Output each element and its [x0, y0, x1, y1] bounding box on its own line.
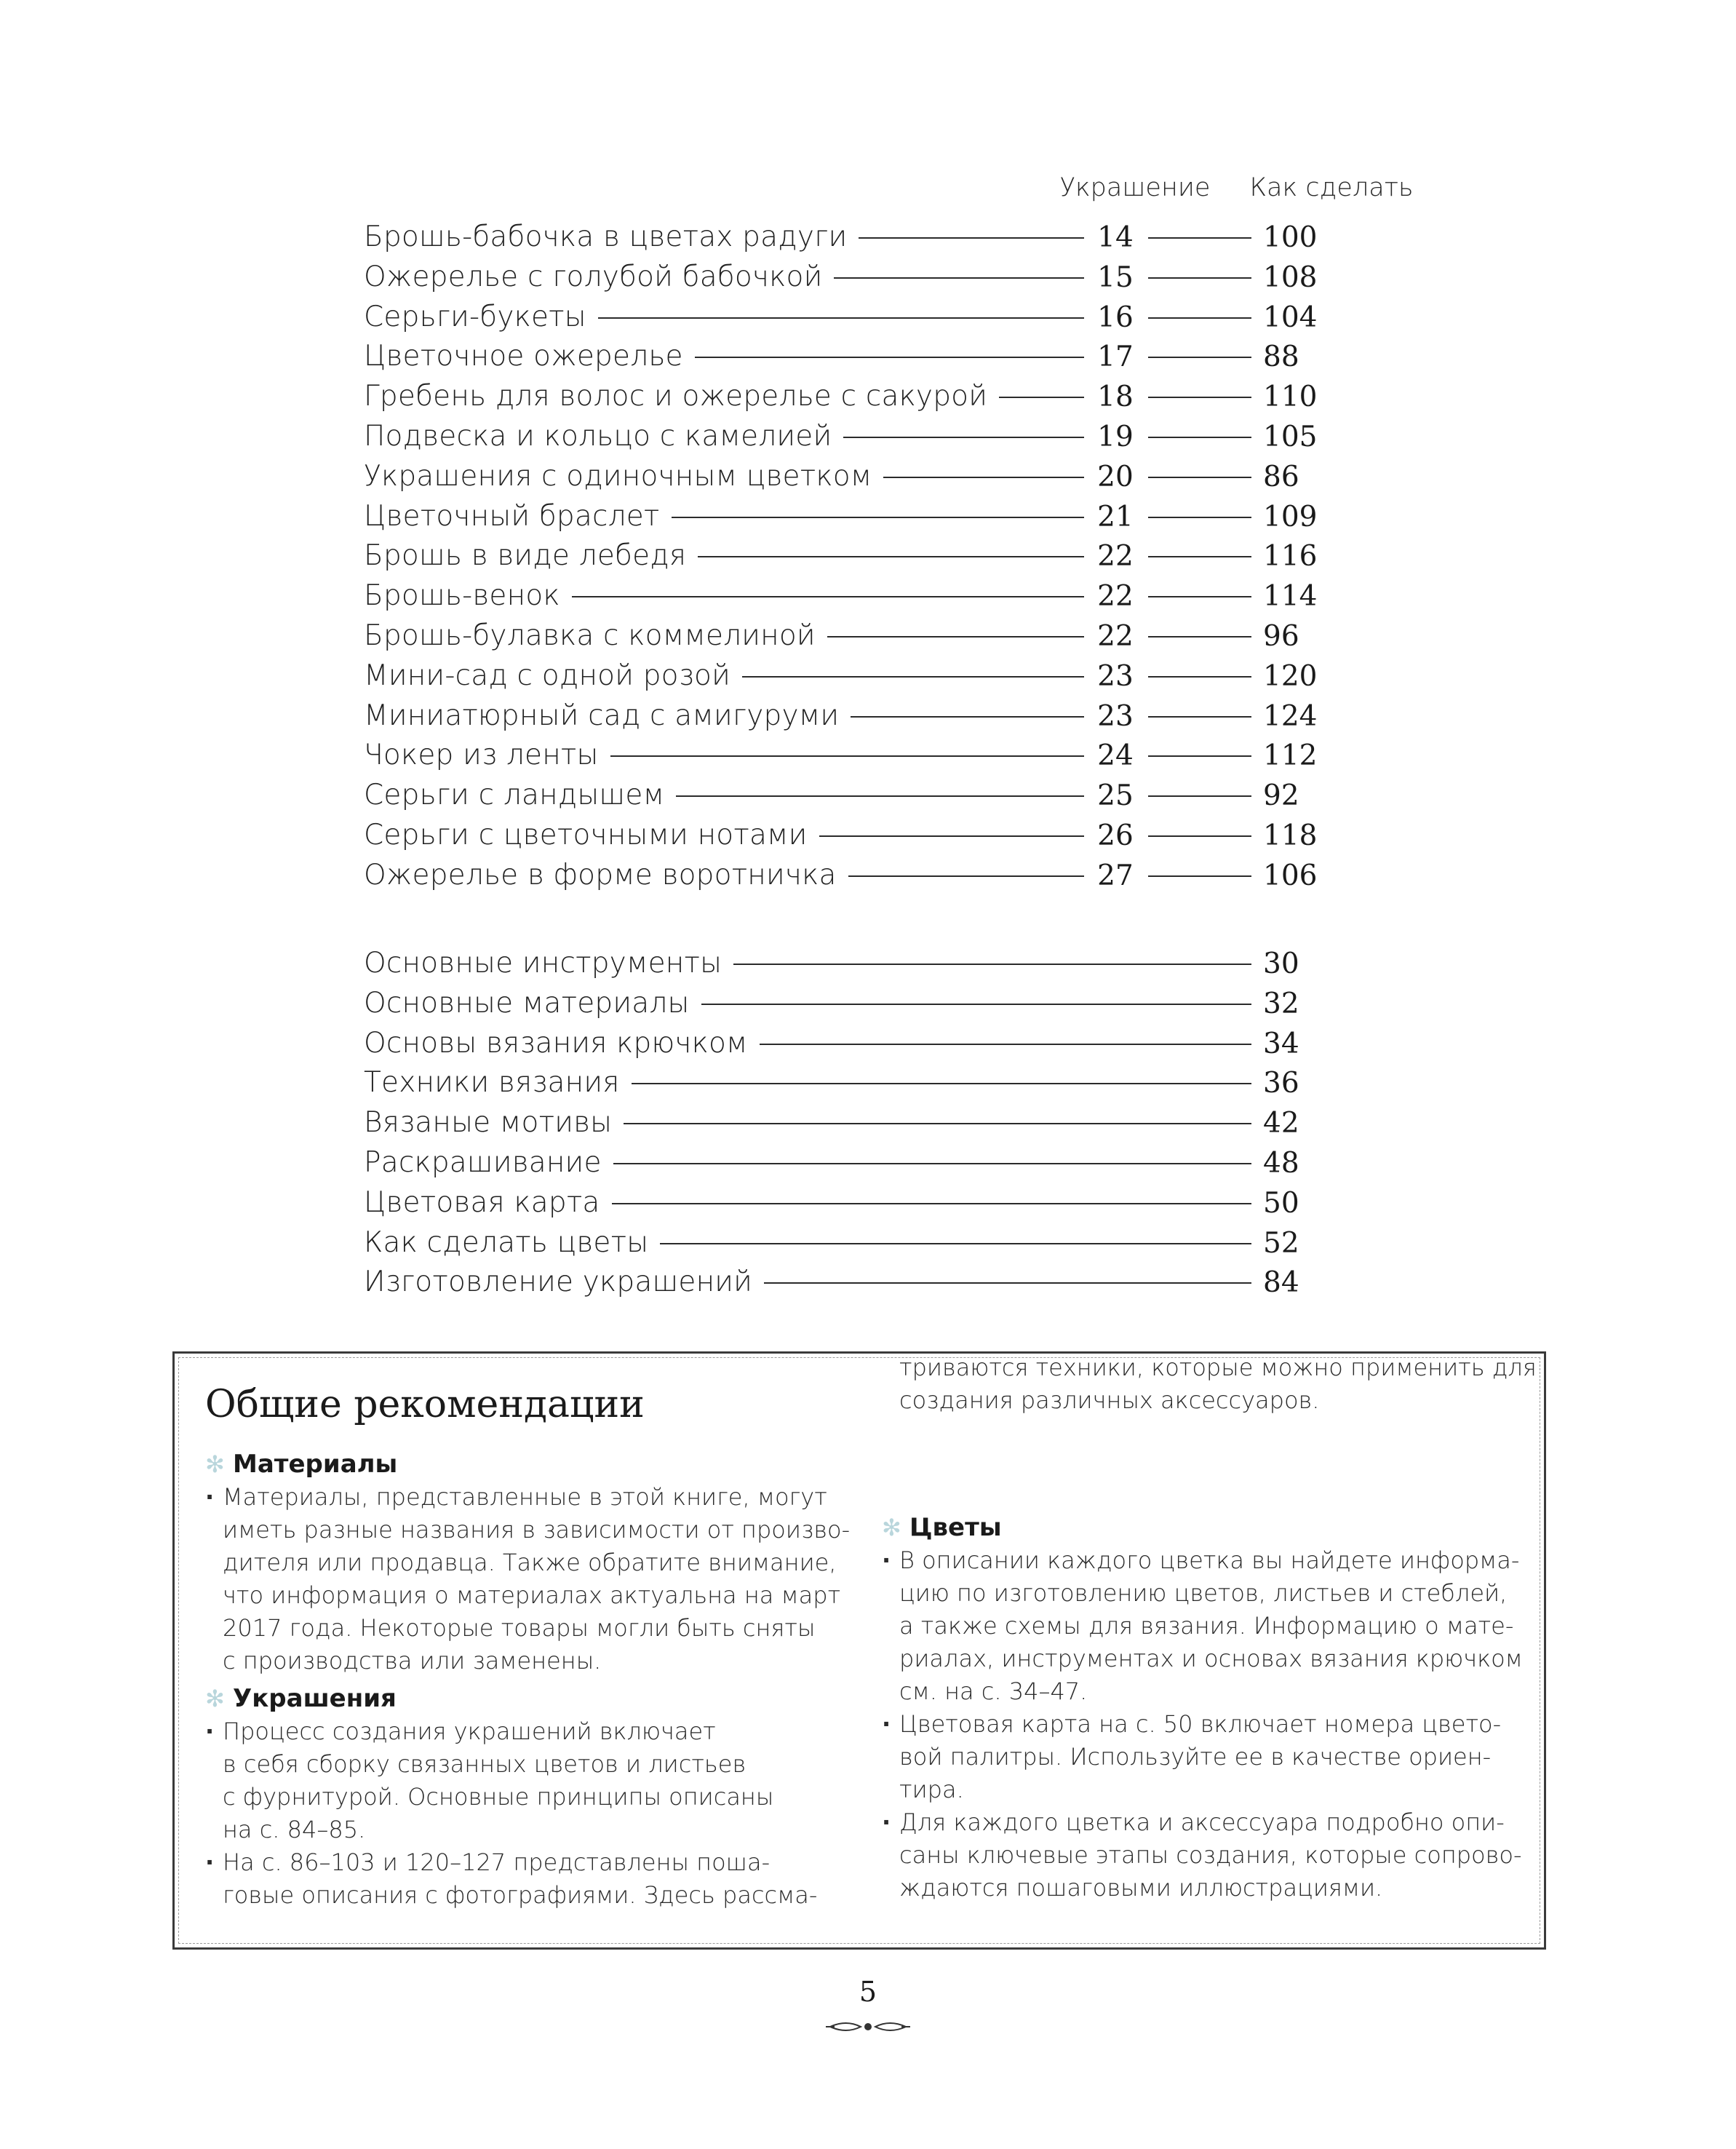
toc-entry-title: Брошь в виде лебедя — [364, 539, 687, 573]
toc-how-to-page: 88 — [1263, 341, 1299, 374]
paragraph-text: вой палитры. Используйте ее в качестве ориен- — [899, 1743, 1492, 1771]
paragraph-text: тира. — [899, 1776, 964, 1803]
paragraph-text: на с. 84–85. — [223, 1816, 366, 1843]
snowflake-icon: ✻ — [882, 1514, 901, 1541]
toc-entry — [364, 656, 1382, 696]
toc-leader-line — [819, 835, 1084, 837]
toc-leader-line — [1148, 517, 1251, 518]
paragraph-text: с фурнитурой. Основные принципы описаны — [223, 1783, 774, 1811]
toc-leader-line — [672, 517, 1084, 518]
snowflake-icon: ✻ — [205, 1450, 225, 1478]
paragraph-line — [205, 1481, 827, 1514]
toc-entry-title: Вязаные мотивы — [364, 1106, 613, 1140]
toc-entry — [364, 1023, 1382, 1063]
toc-leader-line — [1148, 317, 1251, 319]
toc-leader-line — [610, 755, 1084, 757]
paragraph-text: с производства или заменены. — [223, 1647, 602, 1675]
paragraph-line — [882, 1610, 1513, 1642]
toc-decoration-page: 24 — [1097, 739, 1134, 773]
toc-decoration-page: 22 — [1097, 540, 1134, 573]
bullet-glyph: · — [882, 1546, 891, 1574]
toc-entry — [364, 336, 1382, 376]
toc-page: 32 — [1263, 987, 1299, 1020]
paragraph-text: дителя или продавца. Также обратите внимание, — [223, 1549, 837, 1576]
toc-how-to-page: 120 — [1263, 659, 1318, 693]
bullet-glyph: · — [882, 1808, 891, 1836]
toc-how-to-page: 100 — [1263, 221, 1318, 254]
toc-how-to-page: 109 — [1263, 500, 1318, 533]
toc-entry-title: Подвеска и кольцо с камелией — [364, 420, 832, 453]
toc-entry-title: Цветовая карта — [364, 1185, 600, 1219]
toc-decoration-page: 16 — [1097, 301, 1134, 334]
toc-entry-title: Брошь-булавка с коммелиной — [364, 619, 816, 652]
recommendations-title: Общие рекомендации — [205, 1383, 645, 1426]
toc-leader-line — [843, 437, 1084, 438]
paragraph-line — [205, 1814, 365, 1846]
toc-leader-line — [883, 477, 1084, 478]
toc-header-how-to: Как сделать — [1249, 173, 1414, 202]
toc-leader-line — [760, 1044, 1251, 1045]
page-number: 5 — [859, 1976, 877, 2008]
toc-entry-title: Брошь-бабочка в цветах радуги — [364, 221, 848, 253]
toc-leader-line — [613, 1163, 1251, 1164]
toc-entry — [364, 536, 1382, 576]
toc-entry — [364, 297, 1382, 337]
paragraph-line — [882, 1384, 1319, 1417]
toc-decoration-page: 15 — [1097, 261, 1134, 294]
materials-heading: ✻ Материалы — [205, 1448, 397, 1481]
toc-leader-line — [1148, 596, 1251, 597]
toc-entry-title: Цветочное ожерелье — [364, 340, 683, 373]
toc-entry-title: Основные материалы — [364, 986, 690, 1020]
toc-decoration-page: 17 — [1097, 341, 1134, 374]
toc-how-to-page: 86 — [1263, 460, 1299, 493]
paragraph-text: ждаются пошаговыми иллюстрациями. — [899, 1874, 1383, 1902]
recommendations-right-column — [882, 1354, 1537, 1950]
toc-leader-line — [834, 277, 1084, 279]
paragraph-line — [882, 1741, 1491, 1773]
toc-leader-line — [1148, 357, 1251, 358]
toc-decoration-page: 22 — [1097, 620, 1134, 653]
toc-decoration-page: 23 — [1097, 699, 1134, 733]
toc-leader-line — [1148, 835, 1251, 837]
bullet-glyph: · — [882, 1710, 891, 1738]
paragraph-text: говые описания с фотографиями. Здесь рассма- — [223, 1881, 818, 1909]
toc-leader-line — [1148, 676, 1251, 678]
toc-entry — [364, 376, 1382, 416]
paragraph-line — [205, 1846, 770, 1879]
bullet-glyph: · — [205, 1483, 215, 1511]
toc-decoration-page: 26 — [1097, 819, 1134, 852]
toc-entry-title: Гребень для волос и ожерелье с сакурой — [364, 380, 988, 413]
toc-entry — [364, 257, 1382, 297]
toc-leader-line — [1148, 237, 1251, 239]
toc-leader-line — [676, 795, 1084, 797]
paragraph-line — [882, 1577, 1507, 1610]
toc-leader-line — [701, 1004, 1251, 1005]
recommendations-left-column — [205, 1354, 851, 1950]
toc-entry — [364, 416, 1382, 456]
toc-page: 42 — [1263, 1107, 1299, 1140]
toc-leader-line — [1148, 477, 1251, 478]
paragraph-text: саны ключевые этапы создания, которые сопрово- — [899, 1841, 1522, 1869]
toc-entry-title: Серьги с ландышем — [364, 779, 665, 812]
toc-decoration-page: 14 — [1097, 221, 1134, 254]
snowflake-icon: ✻ — [205, 1685, 225, 1712]
toc-leader-line — [848, 875, 1084, 877]
toc-entry — [364, 696, 1382, 736]
toc-leader-line — [632, 1083, 1251, 1084]
toc-decoration-page: 20 — [1097, 460, 1134, 493]
toc-entry — [364, 1143, 1382, 1183]
paragraph-line — [882, 1839, 1522, 1872]
toc-how-to-page: 92 — [1263, 779, 1299, 813]
toc-leader-line — [660, 1243, 1251, 1244]
toc-entry-title: Миниатюрный сад с амигуруми — [364, 699, 840, 732]
toc-leader-line — [598, 317, 1084, 319]
paragraph-text: см. на с. 34–47. — [899, 1677, 1088, 1705]
paragraph-line — [205, 1579, 840, 1612]
paragraph-line — [205, 1879, 817, 1912]
toc-page: 34 — [1263, 1027, 1299, 1060]
paragraph-line — [882, 1708, 1501, 1741]
toc-how-to-page: 124 — [1263, 699, 1318, 733]
toc-entry — [364, 775, 1382, 815]
toc-leader-line — [859, 237, 1084, 239]
toc-leader-line — [612, 1203, 1251, 1204]
paragraph-text: В описании каждого цветка вы найдете информа- — [899, 1546, 1520, 1574]
paragraph-line — [205, 1748, 746, 1781]
toc-entry — [364, 735, 1382, 775]
paragraph-line — [205, 1781, 773, 1814]
toc-how-to-page: 108 — [1263, 261, 1318, 294]
paragraph-line — [882, 1642, 1523, 1675]
paragraph-text: цию по изготовлению цветов, листьев и стеблей, — [899, 1579, 1508, 1607]
paragraph-text: Цветовая карта на с. 50 включает номера цвето- — [899, 1710, 1502, 1738]
toc-entry — [364, 456, 1382, 496]
toc-entry-title: Основы вязания крючком — [364, 1026, 748, 1060]
toc-how-to-page: 118 — [1263, 819, 1318, 852]
toc-entry-title: Мини-сад с одной розой — [364, 659, 730, 692]
toc-decoration-page: 23 — [1097, 659, 1134, 693]
toc-leader-line — [624, 1123, 1251, 1124]
toc-entry-title: Техники вязания — [364, 1066, 620, 1100]
ornament-icon — [824, 2016, 912, 2038]
toc-leader-line — [764, 1282, 1251, 1284]
bullet-glyph: · — [205, 1717, 215, 1745]
paragraph-line — [882, 1773, 964, 1806]
paragraph-text: На с. 86–103 и 120–127 представлены поша- — [223, 1848, 771, 1876]
toc-entry — [364, 496, 1382, 536]
toc-leader-line — [1148, 755, 1251, 757]
toc-entry — [364, 943, 1382, 983]
toc-leader-line — [851, 716, 1084, 718]
paragraph-line — [882, 1675, 1087, 1708]
paragraph-text: что информация о материалах актуальна на март — [223, 1581, 841, 1609]
toc-entry — [364, 1103, 1382, 1143]
toc-decoration-page: 22 — [1097, 580, 1134, 613]
toc-page: 84 — [1263, 1266, 1299, 1300]
paragraph-line — [205, 1546, 837, 1579]
toc-entry-title: Серьги с цветочными нотами — [364, 819, 808, 851]
toc-leader-line — [742, 676, 1084, 678]
toc-leader-line — [999, 397, 1084, 398]
toc-entry — [364, 616, 1382, 656]
paragraph-text: Материалы, представленные в этой книге, могут — [223, 1483, 827, 1511]
decorations-heading: ✻ Украшения — [205, 1683, 397, 1715]
toc-leader-line — [1148, 875, 1251, 877]
toc-entry — [364, 815, 1382, 855]
toc-how-to-page: 116 — [1263, 540, 1318, 573]
paragraph-text: триваются техники, которые можно применить для — [899, 1354, 1537, 1381]
toc-entry — [364, 1183, 1382, 1223]
toc-entry — [364, 983, 1382, 1023]
toc-entry-title: Как сделать цветы — [364, 1226, 649, 1259]
toc-leader-line — [733, 964, 1251, 965]
toc-leader-line — [1148, 795, 1251, 797]
toc-how-to-page: 105 — [1263, 421, 1318, 453]
toc-decoration-page: 27 — [1097, 859, 1134, 892]
toc-header-decoration: Украшение — [1059, 173, 1211, 202]
paragraph-line — [205, 1715, 716, 1748]
toc-how-to-page: 96 — [1263, 620, 1299, 653]
toc-entry-title: Ожерелье в форме воротничка — [364, 858, 837, 891]
toc-entry-title: Брошь-венок — [364, 579, 560, 613]
toc-how-to-page: 106 — [1263, 859, 1318, 892]
toc-entry-title: Изготовление украшений — [364, 1266, 753, 1299]
flowers-heading: ✻ Цветы — [882, 1512, 1002, 1544]
toc-entry-title: Цветочный браслет — [364, 499, 660, 533]
general-recommendations-box — [172, 1351, 1546, 1950]
toc-leader-line — [1148, 277, 1251, 279]
paragraph-text: риалах, инструментах и основах вязания крючком — [899, 1645, 1523, 1672]
paragraph-line — [882, 1806, 1505, 1839]
toc-entry — [364, 1262, 1382, 1302]
toc-decoration-page: 19 — [1097, 421, 1134, 453]
toc-entry — [364, 855, 1382, 895]
paragraph-line — [882, 1544, 1519, 1577]
toc-entry-title: Серьги-букеты — [364, 300, 586, 333]
toc-entry — [364, 1223, 1382, 1263]
paragraph-text: в себя сборку связанных цветов и листьев — [223, 1750, 746, 1778]
toc-leader-line — [695, 357, 1084, 358]
bullet-glyph: · — [205, 1848, 215, 1876]
toc-leader-line — [1148, 397, 1251, 398]
paragraph-line — [205, 1514, 850, 1546]
toc-leader-line — [698, 556, 1084, 557]
paragraph-line — [205, 1645, 601, 1677]
paragraph-text: иметь разные названия в зависимости от произво- — [223, 1516, 851, 1544]
toc-how-to-page: 104 — [1263, 301, 1318, 334]
toc-column-headers — [364, 173, 1414, 210]
toc-page: 36 — [1263, 1067, 1299, 1100]
toc-how-to-page: 114 — [1263, 580, 1318, 613]
toc-entry-title: Украшения с одиночным цветком — [364, 459, 872, 493]
toc-leader-line — [1148, 716, 1251, 718]
toc-entry-title: Основные инструменты — [364, 947, 722, 980]
toc-leader-line — [827, 636, 1084, 637]
toc-leader-line — [1148, 636, 1251, 637]
toc-leader-line — [1148, 556, 1251, 557]
toc-leader-line — [1148, 437, 1251, 438]
toc-page: 52 — [1263, 1226, 1299, 1260]
toc-how-to-page: 112 — [1263, 739, 1318, 773]
paragraph-text: Для каждого цветка и аксессуара подробно опи- — [899, 1808, 1505, 1836]
paragraph-text: 2017 года. Некоторые товары могли быть сняты — [223, 1614, 816, 1642]
toc-decoration-page: 18 — [1097, 381, 1134, 414]
toc-entry-title: Раскрашивание — [364, 1146, 602, 1179]
toc-entry-title: Чокер из ленты — [364, 739, 599, 772]
paragraph-text: создания различных аксессуаров. — [899, 1386, 1320, 1414]
table-of-contents — [364, 0, 1414, 1310]
toc-entry-title: Ожерелье с голубой бабочкой — [364, 260, 823, 293]
paragraph-line — [882, 1872, 1382, 1904]
paragraph-line — [882, 1351, 1537, 1384]
paragraph-line — [205, 1612, 815, 1645]
toc-decoration-page: 25 — [1097, 779, 1134, 813]
toc-page: 48 — [1263, 1147, 1299, 1180]
paragraph-text: Процесс создания украшений включает — [223, 1717, 716, 1745]
toc-how-to-page: 110 — [1263, 381, 1318, 414]
toc-page: 30 — [1263, 948, 1299, 980]
toc-entry — [364, 1062, 1382, 1103]
toc-entry — [364, 217, 1382, 257]
paragraph-text: а также схемы для вязания. Информацию о мате- — [899, 1612, 1514, 1640]
toc-entry — [364, 576, 1382, 616]
toc-page: 50 — [1263, 1186, 1299, 1220]
toc-decoration-page: 21 — [1097, 500, 1134, 533]
toc-leader-line — [572, 596, 1084, 597]
